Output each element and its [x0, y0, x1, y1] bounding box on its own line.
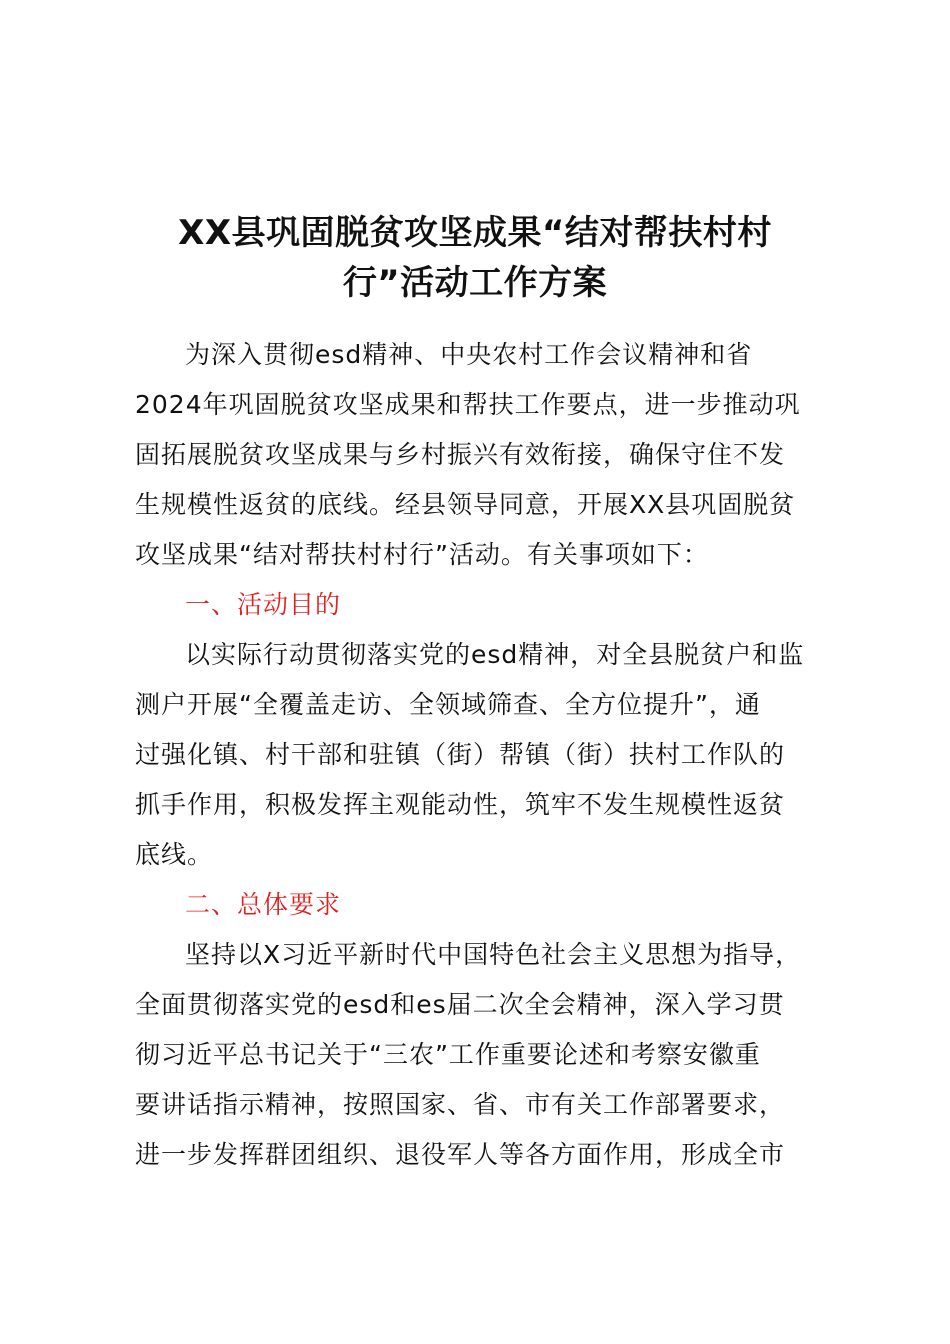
section-heading: 一、活动目的 — [185, 590, 342, 619]
paragraph-line: 2024年巩固脱贫攻坚成果和帮扶工作要点，进一步推动巩 — [135, 390, 801, 419]
title-line: XX县巩固脱贫攻坚成果“结对帮扶村村 — [178, 213, 772, 253]
section-heading-requirements — [135, 880, 835, 930]
paragraph-line: 底线。 — [135, 840, 214, 869]
section-heading-purpose — [135, 580, 835, 630]
paragraph-line: 测户开展“全覆盖走访、全领域筛查、全方位提升”，通 — [135, 690, 761, 719]
paragraph-line: 攻坚成果“结对帮扶村村行”活动。有关事项如下： — [135, 540, 709, 569]
paragraph-line: 生规模性返贫的底线。经县领导同意，开展XX县巩固脱贫 — [135, 490, 796, 519]
paragraph-line: 为深入贯彻esd精神、中央农村工作会议精神和省 — [185, 340, 753, 369]
section-heading: 二、总体要求 — [185, 890, 342, 919]
document-title — [130, 208, 820, 308]
paragraph-line: 坚持以X习近平新时代中国特色社会主义思想为指导， — [185, 940, 802, 969]
paragraph-line: 过强化镇、村干部和驻镇（街）帮镇（街）扶村工作队的 — [135, 740, 786, 769]
paragraph-line: 彻习近平总书记关于“三农”工作重要论述和考察安徽重 — [135, 1040, 761, 1069]
paragraph-purpose — [135, 630, 835, 880]
paragraph-line: 以实际行动贯彻落实党的esd精神，对全县脱贫户和监 — [185, 640, 805, 669]
paragraph-line: 全面贯彻落实党的esd和es届二次全会精神，深入学习贯 — [135, 990, 785, 1019]
paragraph-line: 固拓展脱贫攻坚成果与乡村振兴有效衔接，确保守住不发 — [135, 440, 786, 469]
paragraph-line: 进一步发挥群团组织、退役军人等各方面作用，形成全市 — [135, 1140, 786, 1169]
paragraph-intro — [135, 330, 835, 580]
paragraph-requirements — [135, 930, 835, 1180]
paragraph-line: 抓手作用，积极发挥主观能动性，筑牢不发生规模性返贫 — [135, 790, 786, 819]
paragraph-line: 要讲话指示精神，按照国家、省、市有关工作部署要求， — [135, 1090, 786, 1119]
title-line: 行”活动工作方案 — [342, 263, 608, 303]
